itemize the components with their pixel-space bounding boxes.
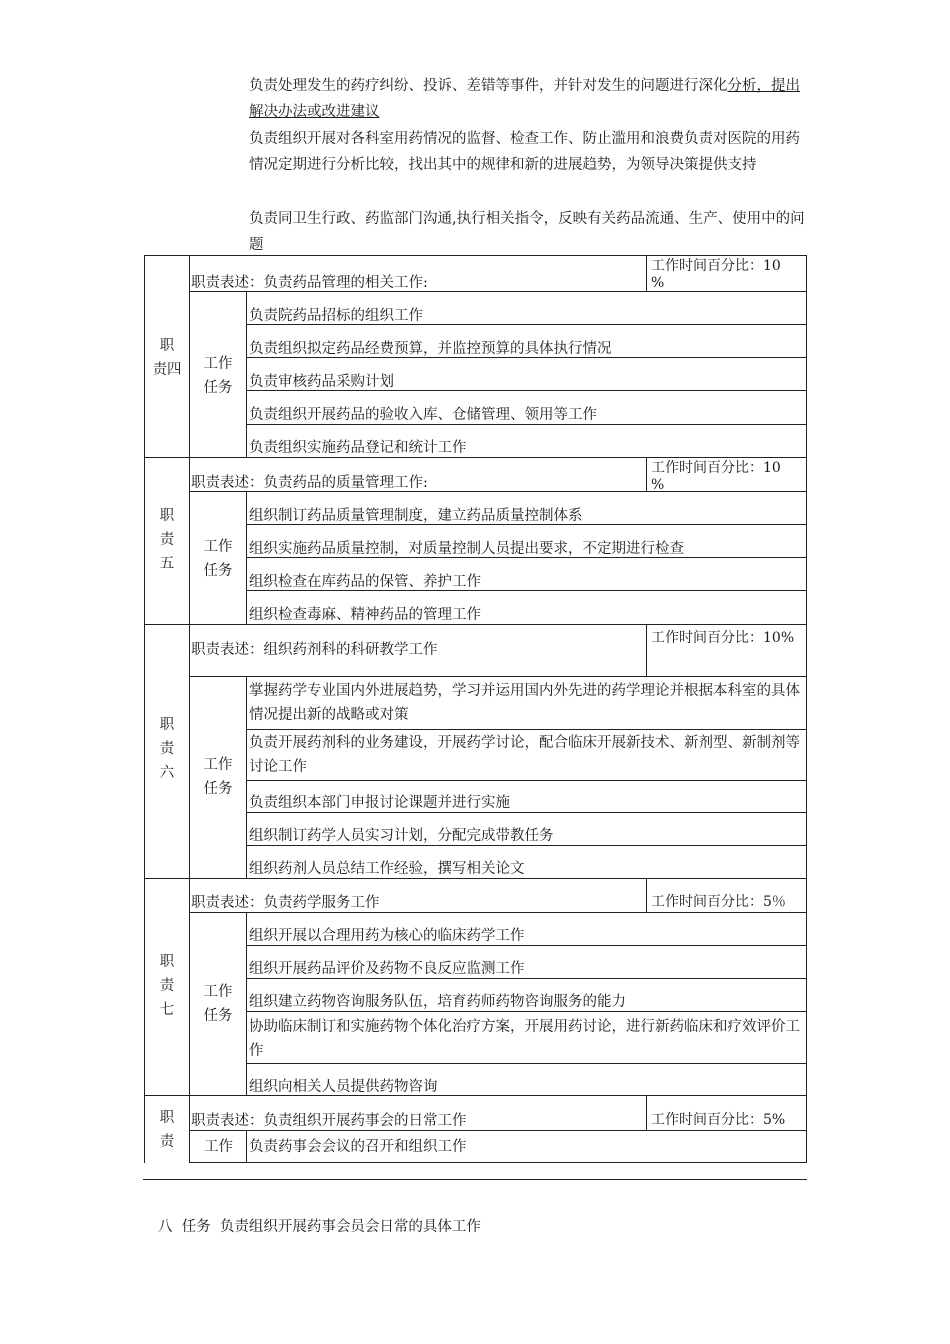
section-6-task-1: 掌握药学专业国内外进展趋势，学习并运用国内外先进的药学理论并根据本科室的具体情况提出新的战略或对策: [249, 683, 800, 723]
footer-continuation: 八 任务 负责组织开展药事会员会日常的具体工作: [158, 1219, 481, 1235]
intro-paragraph-1-a: 负责处理发生的药疗纠纷、投诉、差错等事件，并针对发生的问题进行深化: [249, 78, 728, 94]
section-5-task-3: 组织检查在库药品的保管、养护工作: [249, 574, 481, 590]
section-4-task-2: 负责组织拟定药品经费预算，并监控预算的具体执行情况: [249, 341, 612, 357]
section-7-task-3: 组织建立药物咨询服务队伍，培育药师药物咨询服务的能力: [249, 994, 626, 1010]
section-6-task-4: 组织制订药学人员实习计划，分配完成带教任务: [249, 828, 554, 844]
intro-paragraph-1-b: 分析，提出解决办法或改进建议: [249, 78, 800, 120]
section-5-task-1: 组织制订药品质量管理制度，建立药品质量控制体系: [249, 508, 583, 524]
section-4-task-label: 工作 任务: [203, 356, 233, 396]
section-6-task-5: 组织药剂人员总结工作经验，撰写相关论文: [249, 861, 525, 877]
section-5-task-4: 组织检查毒麻、精神药品的管理工作: [249, 607, 481, 623]
section-5-task-2: 组织实施药品质量控制，对质量控制人员提出要求，不定期进行检查: [249, 541, 684, 557]
section-7-time-percentage: 工作时间百分比：5％: [651, 894, 786, 910]
section-5-task-label: 工作 任务: [203, 539, 233, 579]
section-4-label: 职 责四: [152, 338, 182, 378]
section-7-label: 职 责 七: [159, 954, 175, 1018]
section-4-task-5: 负责组织实施药品登记和统计工作: [249, 440, 467, 456]
section-8-label: 职 责: [159, 1110, 175, 1150]
section-7-task-2: 组织开展药品评价及药物不良反应监测工作: [249, 961, 525, 977]
intro-paragraph-1: [249, 73, 809, 125]
section-8-task-1: 负责药事会会议的召开和组织工作: [249, 1139, 467, 1155]
section-7-description: 职责表述：负责药学服务工作: [191, 895, 380, 911]
section-5-description: 职责表述：负责药品的质量管理工作:: [191, 475, 428, 491]
section-4-task-3: 负责审核药品采购计划: [249, 374, 394, 390]
section-6-task-label: 工作 任务: [203, 757, 233, 797]
section-6-task-2: 负责开展药剂科的业务建设，开展药学讨论，配合临床开展新技术、新剂型、新制剂等讨论工作: [249, 735, 800, 775]
section-4-task-4: 负责组织开展药品的验收入库、仓储管理、领用等工作: [249, 407, 597, 423]
section-8-description: 职责表述：负责组织开展药事会的日常工作: [191, 1113, 467, 1129]
section-4-task-1: 负责院药品招标的组织工作: [249, 308, 423, 324]
section-5-time-percentage: 工作时间百分比：10 %: [651, 460, 781, 493]
section-7-task-4: 协助临床制订和实施药物个体化治疗方案，开展用药讨论，进行新药临床和疗效评价工作: [249, 1019, 800, 1059]
section-8-time-percentage: 工作时间百分比：5%: [651, 1112, 786, 1128]
section-6-time-percentage: 工作时间百分比：10%: [651, 630, 795, 646]
section-4-description: 职责表述：负责药品管理的相关工作:: [191, 275, 428, 291]
section-6-description: 职责表述：组织药剂科的科研教学工作: [191, 642, 438, 658]
section-6-label: 职 责 六: [159, 717, 175, 781]
section-7-task-5: 组织向相关人员提供药物咨询: [249, 1079, 438, 1095]
section-7-task-1: 组织开展以合理用药为核心的临床药学工作: [249, 928, 525, 944]
section-6-task-3: 负责组织本部门申报讨论课题并进行实施: [249, 795, 510, 811]
intro-paragraph-3: 负责同卫生行政、药监部门沟通,执行相关指令，反映有关药品流通、生产、使用中的问题: [249, 211, 805, 253]
section-8-task-label: 工作: [204, 1139, 233, 1155]
section-4-time-percentage: 工作时间百分比：10 %: [651, 258, 781, 291]
section-7-task-label: 工作 任务: [203, 984, 233, 1024]
section-5-label: 职 责 五: [159, 508, 175, 572]
intro-paragraph-2: 负责组织开展对各科室用药情况的监督、检查工作、防止滥用和浪费负责对医院的用药情况定期进行分析比较，找出其中的规律和新的进展趋势，为领导决策提供支持: [249, 131, 800, 173]
